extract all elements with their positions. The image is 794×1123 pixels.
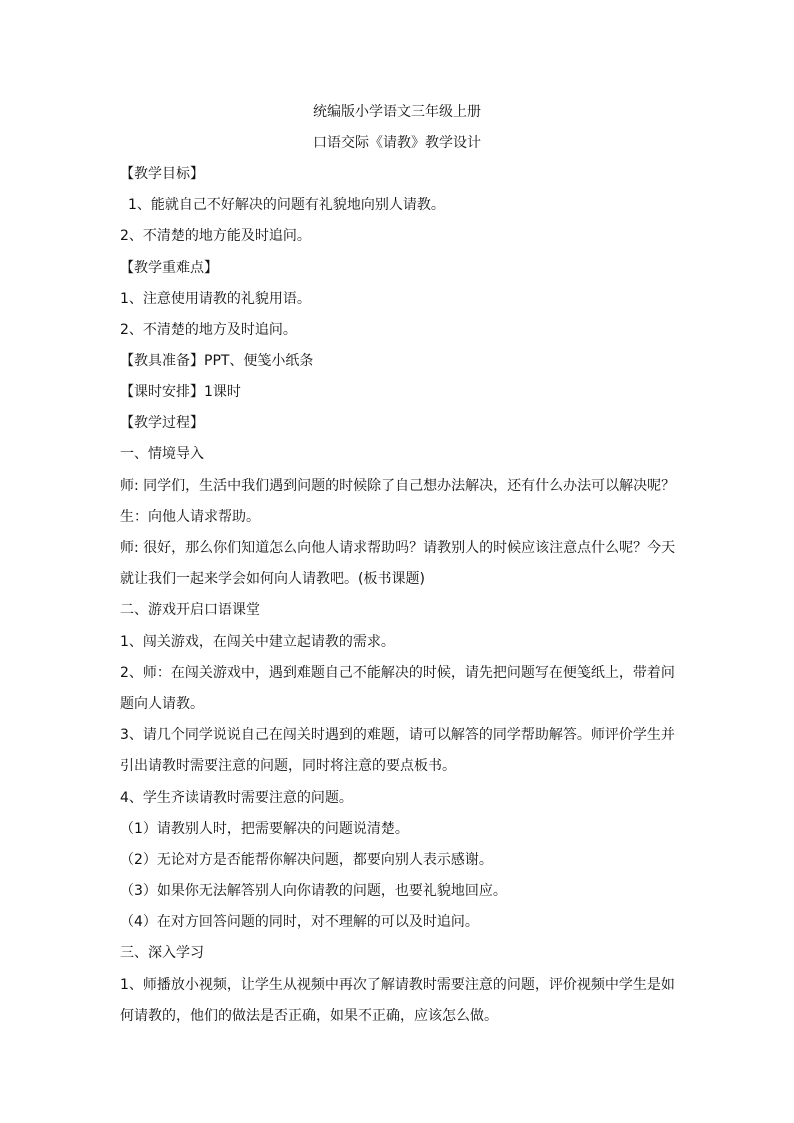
schedule-line: 【课时安排】1课时 <box>120 384 241 400</box>
key-point-2: 2、不清楚的地方及时追问。 <box>120 322 297 338</box>
part-1-teacher-question: 师: 同学们，生活中我们遇到问题的时候除了自己想办法解决，还有什么办法可以解决呢？ <box>120 478 676 494</box>
section-key-points-heading: 【教学重难点】 <box>120 260 218 276</box>
part-2-note-3: （3）如果你无法解答别人向你请教的问题，也要礼貌地回应。 <box>120 883 507 899</box>
title-line-1: 统编版小学语文三年级上册 <box>313 104 481 120</box>
part-2-item-3-line-b: 引出请教时需要注意的问题，同时将注意的要点板书。 <box>120 758 456 774</box>
part-1-student-answer: 生：向他人请求帮助。 <box>120 509 260 525</box>
part-2-item-2-line-a: 2、师：在闯关游戏中，遇到难题自己不能解决的时候，请先把问题写在便笺纸上，带着问 <box>120 665 675 681</box>
part-2-item-1: 1、闯关游戏，在闯关中建立起请教的需求。 <box>120 634 395 650</box>
key-point-1: 1、注意使用请教的礼貌用语。 <box>120 291 311 307</box>
part-1-heading: 一、情境导入 <box>120 446 204 462</box>
part-3-heading: 三、深入学习 <box>120 945 204 961</box>
title-line-2: 口语交际《请教》教学设计 <box>313 135 481 151</box>
goal-1: 1、能就自己不好解决的问题有礼貌地向别人请教。 <box>128 197 445 213</box>
part-2-item-3-line-a: 3、请几个同学说说自己在闯关时遇到的难题，请可以解答的同学帮助解答。师评价学生并 <box>120 727 675 743</box>
section-process-heading: 【教学过程】 <box>120 415 204 431</box>
part-2-note-1: （1）请教别人时，把需要解决的问题说清楚。 <box>120 821 409 837</box>
part-2-item-2-line-b: 题向人请教。 <box>120 696 204 712</box>
part-2-item-4: 4、学生齐读请教时需要注意的问题。 <box>120 790 353 806</box>
part-2-note-4: （4）在对方回答问题的同时，对不理解的可以及时追问。 <box>120 914 479 930</box>
part-1-teacher-second-line-b: 就让我们一起来学会如何向人请教吧。(板书课题) <box>120 571 425 587</box>
part-2-heading: 二、游戏开启口语课堂 <box>120 602 260 618</box>
section-goals-heading: 【教学目标】 <box>120 166 204 182</box>
materials-line: 【教具准备】PPT、便笺小纸条 <box>120 353 314 369</box>
part-3-item-1-line-a: 1、师播放小视频，让学生从视频中再次了解请教时需要注意的问题，评价视频中学生是如 <box>120 977 675 993</box>
part-1-teacher-second-line-a: 师: 很好，那么你们知道怎么向他人请求帮助吗？请教别人的时候应该注意点什么呢？今天 <box>120 540 676 556</box>
part-3-item-1-line-b: 何请教的，他们的做法是否正确，如果不正确，应该怎么做。 <box>120 1008 498 1024</box>
part-2-note-2: （2）无论对方是否能帮你解决问题，都要向别人表示感谢。 <box>120 852 493 868</box>
goal-2: 2、不清楚的地方能及时追问。 <box>120 228 311 244</box>
